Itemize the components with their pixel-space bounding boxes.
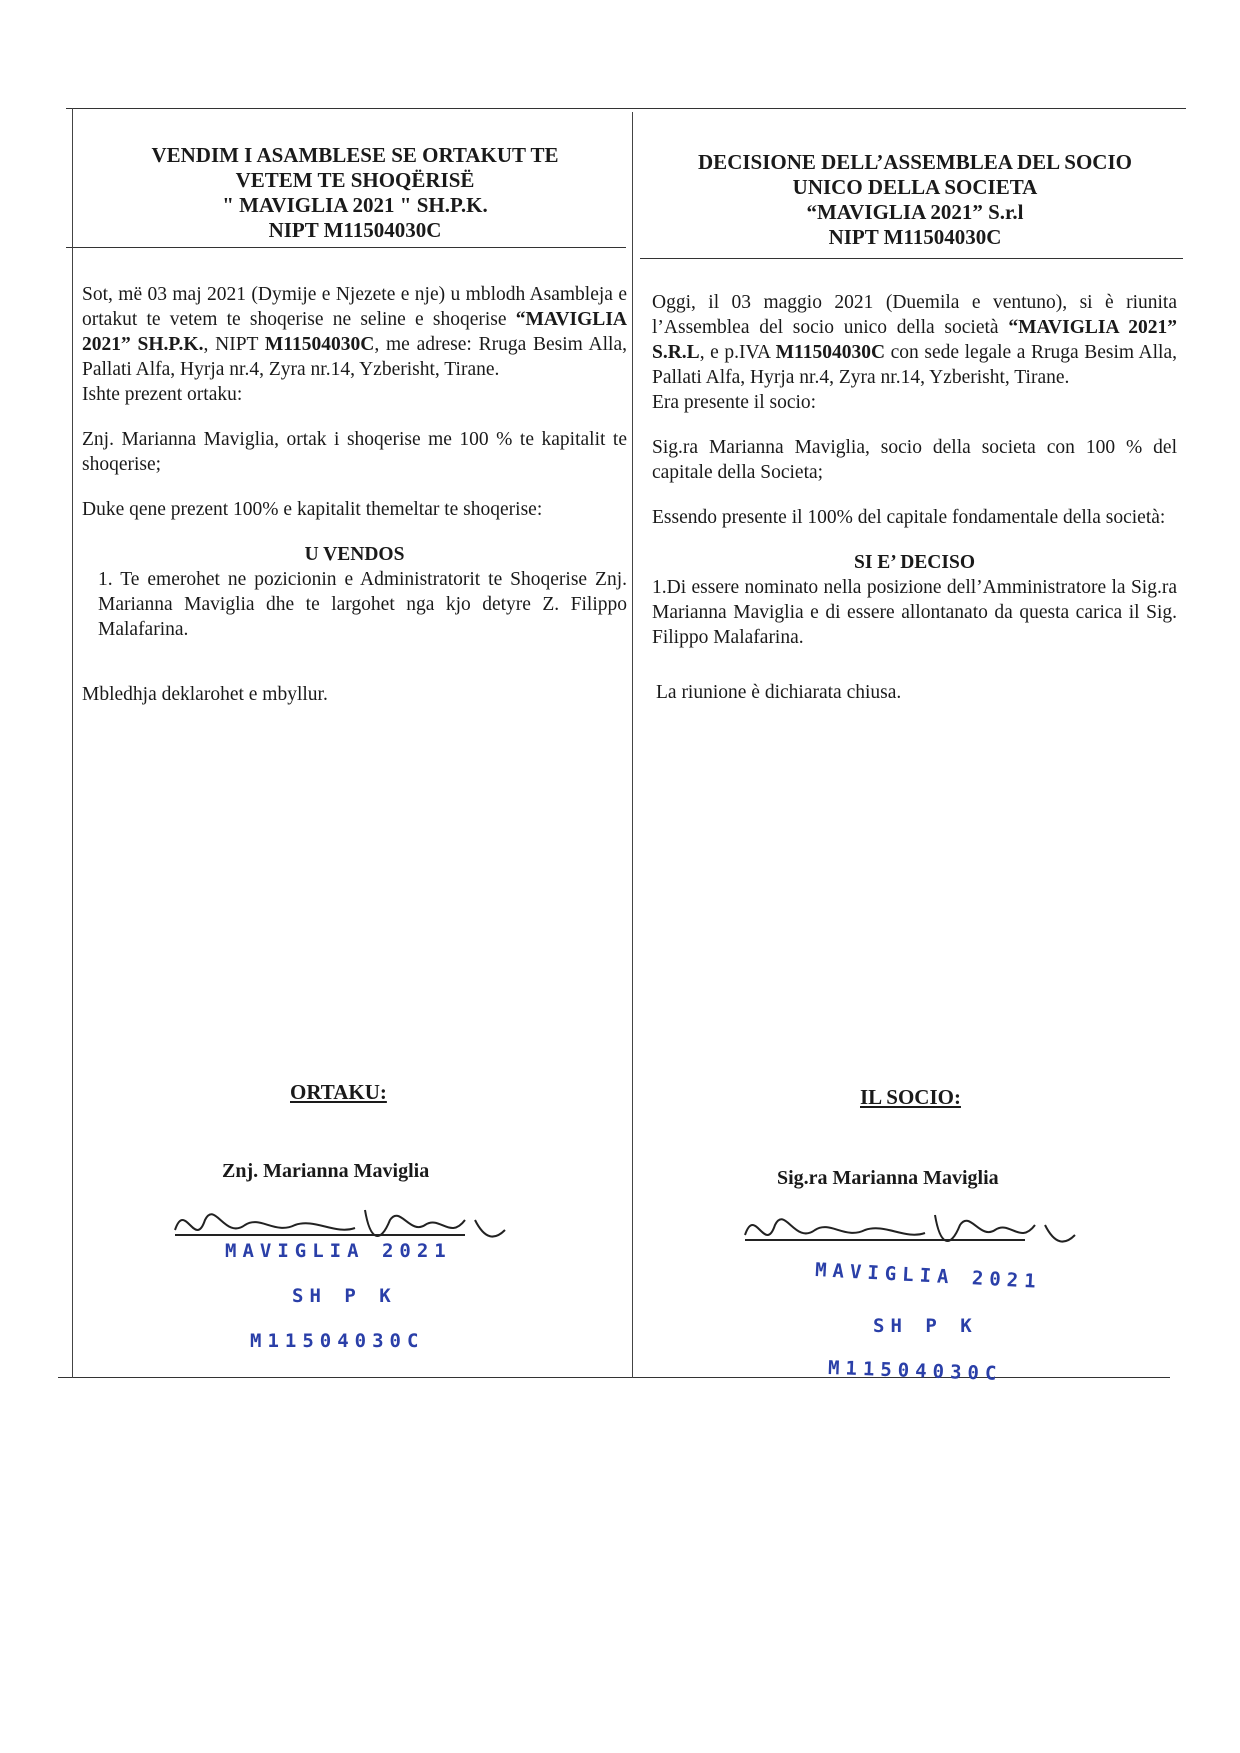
decision-item: 1. Te emerohet ne pozicionin e Administratorit te Shoqerise Znj. Marianna Maviglia dhe te largohet nga kjo detyre Z. Filippo Malafarina. [98, 569, 627, 640]
stamp-line: SH P K [873, 1315, 978, 1337]
left-title [90, 143, 620, 243]
title-line: VETEM TE SHOQËRISË [235, 168, 475, 192]
title-line: " MAVIGLIA 2021 " SH.P.K. [222, 193, 488, 217]
company-name: “MAVIGLIA 2021” S.R.L [652, 317, 1177, 363]
left-signature-title: ORTAKU: [290, 1080, 387, 1104]
text: , me adrese: Rruga Besim Alla, Pallati Alfa, Hyrja nr.4, Zyra nr.14, Yzberisht, Tirane. [82, 334, 627, 380]
title-line: VENDIM I ASAMBLESE SE ORTAKUT TE [151, 143, 559, 167]
paragraph-intro [82, 282, 627, 407]
table-top-border [66, 108, 1186, 109]
right-signatory-name: Sig.ra Marianna Maviglia [777, 1167, 999, 1189]
right-signature [735, 1195, 1095, 1275]
header-divider-left [66, 247, 626, 248]
paragraph-partner: Znj. Marianna Maviglia, ortak i shoqerise me 100 % te kapitalit te shoqerise; [82, 429, 627, 475]
table-left-border [72, 108, 73, 1378]
title-line: UNICO DELLA SOCIETA [792, 175, 1038, 199]
paragraph-intro [652, 290, 1177, 415]
stamp-line: M11504030C [250, 1330, 425, 1352]
header-divider-right [640, 258, 1183, 259]
closing-text: La riunione è dichiarata chiusa. [656, 682, 902, 703]
title-line: NIPT M11504030C [268, 218, 442, 242]
decision-heading: SI E’ DECISO [853, 552, 975, 573]
table-bottom-border [58, 1377, 1170, 1378]
right-title [650, 150, 1180, 250]
stamp-line: SH P K [292, 1285, 397, 1307]
text: Era presente il socio: [652, 392, 817, 413]
closing-text: Mbledhja deklarohet e mbyllur. [82, 684, 328, 705]
text: Oggi, il 03 maggio 2021 (Duemila e ventuno), si è riunita l’Assemblea del socio unico della società [652, 292, 1177, 338]
paragraph-capital: Duke qene prezent 100% e kapitalit themeltar te shoqerise: [82, 499, 543, 520]
text: Sot, më 03 maj 2021 (Dymije e Njezete e nje) u mblodh Asambleja e ortakut te vetem te shoqerise ne seline e shoqerise [82, 284, 627, 330]
text: con sede legale a Rruga Besim Alla, Pallati Alfa, Hyrja nr.4, Zyra nr.14, Yzberisht, Tirane. [652, 342, 1177, 388]
decision-item: 1.Di essere nominato nella posizione dell’Amministratore la Sig.ra Marianna Maviglia e di essere allontanato da questa carica il Sig. Filippo Malafarina. [652, 577, 1177, 648]
stamp-line: MAVIGLIA 2021 [814, 1259, 1043, 1293]
paragraph-capital: Essendo presente il 100% del capitale fondamentale della società: [652, 507, 1166, 528]
nipt: M11504030C [264, 334, 375, 355]
paragraph-partner: Sig.ra Marianna Maviglia, socio della societa con 100 % del capitale della Societa; [652, 437, 1177, 483]
text: Ishte prezent ortaku: [82, 384, 243, 405]
title-line: DECISIONE DELL’ASSEMBLEA DEL SOCIO [698, 150, 1132, 174]
left-body [82, 282, 627, 727]
left-signatory-name: Znj. Marianna Maviglia [222, 1160, 430, 1182]
right-signature-title: IL SOCIO: [860, 1085, 961, 1109]
right-body [652, 290, 1177, 725]
text: , NIPT [203, 334, 265, 355]
stamp-line: M11504030C [827, 1356, 1003, 1386]
company-name: “MAVIGLIA 2021” SH.P.K. [82, 309, 627, 355]
title-line: NIPT M11504030C [828, 225, 1002, 249]
text: , e p.IVA [699, 342, 776, 363]
column-divider [632, 112, 633, 1378]
decision-heading: U VENDOS [304, 544, 405, 565]
p-iva: M11504030C [775, 342, 886, 363]
stamp-line: MAVIGLIA 2021 [225, 1240, 452, 1262]
title-line: “MAVIGLIA 2021” S.r.l [806, 200, 1024, 224]
